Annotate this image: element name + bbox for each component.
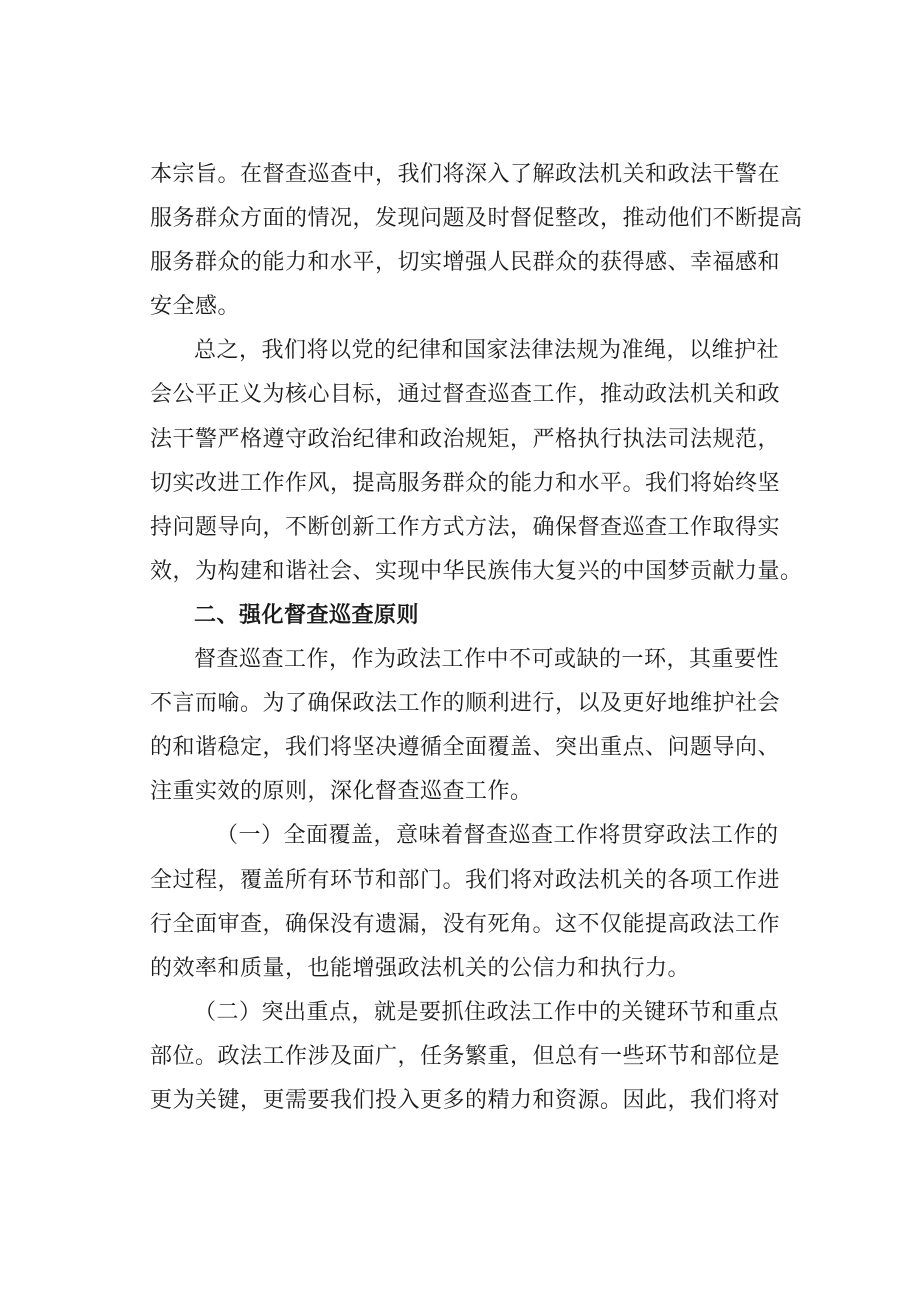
text-line: 本宗旨。在督查巡查中，我们将深入了解政法机关和政法干警在 <box>150 162 781 187</box>
text-line: 注重实效的原则，深化督查巡查工作。 <box>150 779 533 805</box>
text-line: 总之，我们将以党的纪律和国家法律法规为准绳，以维护社 <box>194 338 780 364</box>
text-line: （一）全面覆盖，意味着督查巡查工作将贯穿政法工作的 <box>216 823 779 849</box>
paragraph-full-coverage <box>150 814 810 990</box>
text-line: 更为关键，更需要我们投入更多的精力和资源。因此，我们将对 <box>150 1087 781 1113</box>
paragraph-key-points <box>150 991 810 1123</box>
text-line: 效，为构建和谐社会、实现中华民族伟大复兴的中国梦贡献力量。 <box>150 558 803 584</box>
text-line: 的和谐稳定，我们将坚决遵循全面覆盖、突出重点、问题导向、 <box>150 735 781 761</box>
text-line: 会公平正义为核心目标，通过督查巡查工作，推动政法机关和政 <box>150 382 781 408</box>
text-line: 不言而喻。为了确保政法工作的顺利进行，以及更好地维护社会 <box>150 691 781 717</box>
paragraph-principles <box>150 638 810 814</box>
text-line: 服务群众方面的情况，发现问题及时督促整改，推动他们不断提高 <box>150 206 803 232</box>
text-line: 的效率和质量，也能增强政法机关的公信力和执行力。 <box>150 955 691 981</box>
text-line: 安全感。 <box>150 294 241 320</box>
text-line: 切实改进工作作风，提高服务群众的能力和水平。我们将始终坚 <box>150 470 781 496</box>
paragraph-service <box>150 153 810 329</box>
text-line: 服务群众的能力和水平，切实增强人民群众的获得感、幸福感和 <box>150 250 781 276</box>
text-line: 部位。政法工作涉及面广，任务繁重，但总有一些环节和部位是 <box>150 1043 781 1069</box>
text-line: 行全面审查，确保没有遗漏，没有死角。这不仅能提高政法工作 <box>150 911 781 937</box>
text-line: 督查巡查工作，作为政法工作中不可或缺的一环，其重要性 <box>194 647 780 673</box>
text-line: 全过程，覆盖所有环节和部门。我们将对政法机关的各项工作进 <box>150 867 781 893</box>
text-line: 持问题导向，不断创新工作方式方法，确保督查巡查工作取得实 <box>150 514 781 540</box>
text-line: （二）突出重点，就是要抓住政法工作中的关键环节和重点 <box>194 999 780 1025</box>
paragraph-summary <box>150 329 810 594</box>
document-body <box>150 153 810 1123</box>
text-line: 法干警严格遵守政治纪律和政治规矩，严格执行执法司法规范， <box>150 426 781 452</box>
section-heading: 二、强化督查巡查原则 <box>194 602 420 628</box>
